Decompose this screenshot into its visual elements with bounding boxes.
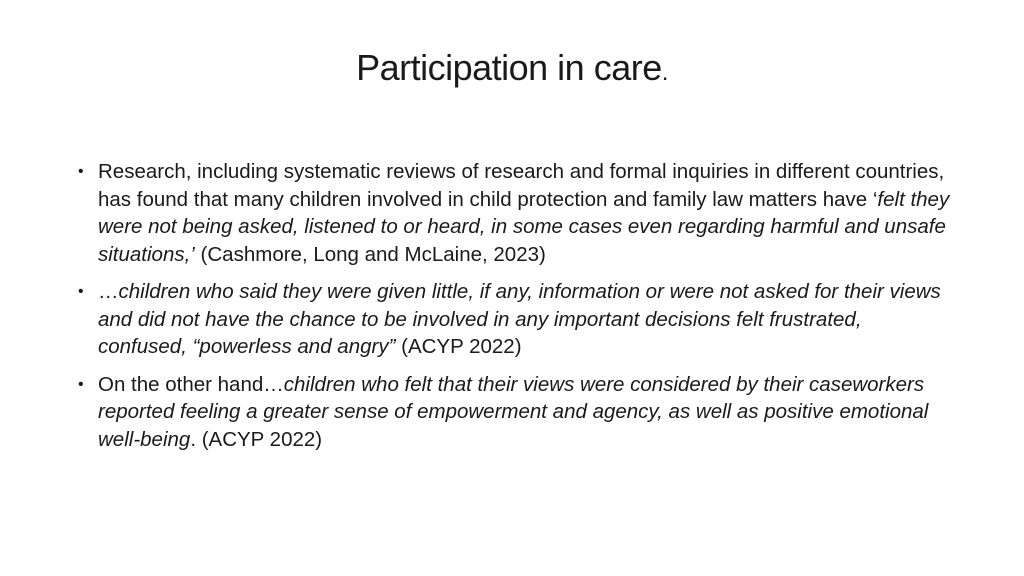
bullet-text-plain: On the other hand… [98, 372, 284, 396]
slide-title [0, 44, 1024, 97]
bullet-text-italic: children who said they were given little, if any, information or were not asked for their views and did not have the chance to be involved in any important decisions felt frustrated, confused, “powerless and angry” [98, 280, 941, 358]
bullet-item-children-not-asked [70, 278, 950, 361]
bullet-text-citation: (Cashmore, Long and McLaine, 2023) [194, 242, 546, 266]
bullet-text-italic: felt they were not being asked, listened to or heard, in some cases even regarding harmful and unsafe situations,’ [98, 187, 950, 266]
bullet-item-research [70, 158, 950, 268]
bullet-text-citation: . (ACYP 2022) [190, 427, 323, 451]
bullet-text-plain: Research, including systematic reviews of research and formal inquiries in different countries, has found that many children involved in child protection and family law matters have ‘ [98, 160, 945, 211]
slide-title-text: Participation in care [356, 47, 662, 88]
bullet-text-plain: … [98, 280, 119, 303]
bullet-text-italic: children who felt that their views were considered by their caseworkers reported feeling a greater sense of empowerment and agency, as well as positive emotional well-being [98, 372, 929, 451]
bullet-dot-icon: • [78, 375, 84, 393]
bullet-dot-icon: • [78, 283, 84, 300]
bullet-list [70, 158, 950, 463]
bullet-dot-icon: • [78, 163, 84, 180]
bullet-text-citation: (ACYP 2022) [395, 335, 522, 358]
bullet-item-other-hand [70, 371, 950, 454]
slide-title-dot: . [661, 59, 668, 86]
